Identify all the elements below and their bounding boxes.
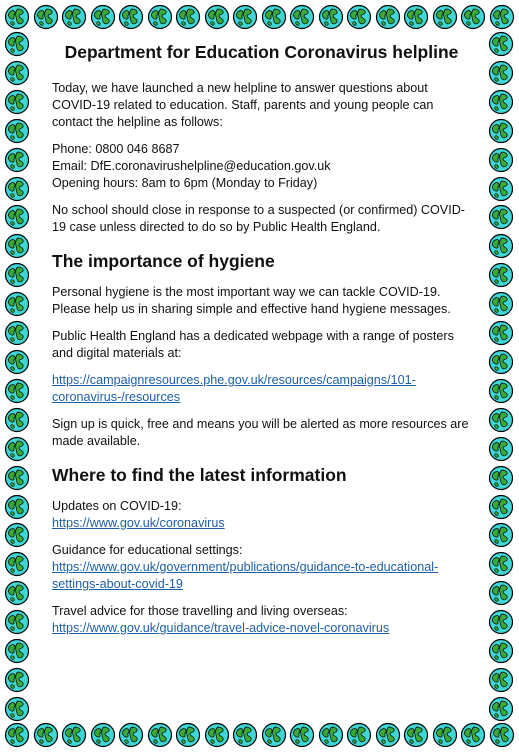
globe-icon bbox=[488, 291, 515, 317]
globe-icon bbox=[346, 4, 372, 31]
intro-paragraph: Today, we have launched a new helpline to answer questions about COVID-19 related to education. Staff, parents and young people can contact the helpline as follows: bbox=[52, 81, 434, 129]
globe-icon bbox=[61, 722, 87, 749]
globe-icon bbox=[4, 465, 31, 491]
border-left bbox=[4, 31, 31, 722]
globe-icon bbox=[33, 4, 59, 31]
globe-icon bbox=[118, 722, 144, 749]
globe-icon bbox=[4, 551, 31, 577]
globe-icon bbox=[488, 118, 515, 144]
globe-icon bbox=[4, 89, 31, 115]
globe-icon bbox=[4, 118, 31, 144]
hygiene-paragraph-1: Personal hygiene is the most important way we can tackle COVID-19. Please help us in sharing simple and effective hand hygiene messages. bbox=[52, 285, 451, 316]
flyer-content bbox=[52, 40, 471, 713]
globe-icon bbox=[4, 580, 31, 606]
globe-icon bbox=[489, 722, 515, 749]
globe-icon bbox=[346, 722, 372, 749]
globe-icon bbox=[4, 291, 31, 317]
globe-icon bbox=[488, 233, 515, 259]
globe-icon bbox=[175, 722, 201, 749]
globe-icon bbox=[432, 4, 458, 31]
contact-hours: Opening hours: 8am to 6pm (Monday to Friday) bbox=[52, 176, 318, 190]
globe-icon bbox=[488, 407, 515, 433]
globe-icon bbox=[488, 696, 515, 722]
globe-icon bbox=[204, 4, 230, 31]
globe-icon bbox=[488, 89, 515, 115]
globe-icon bbox=[460, 4, 486, 31]
globe-icon bbox=[289, 4, 315, 31]
hygiene-paragraph-3: Sign up is quick, free and means you will be alerted as more resources are made available. bbox=[52, 417, 469, 448]
educational-guidance-link[interactable]: https://www.gov.uk/government/publications/guidance-to-educational-settings-about-covid-19 bbox=[52, 560, 439, 591]
guidance-label: Guidance for educational settings: bbox=[52, 543, 243, 557]
globe-icon bbox=[4, 522, 31, 548]
border-right bbox=[488, 31, 515, 722]
globe-icon bbox=[432, 722, 458, 749]
globe-icon bbox=[488, 262, 515, 288]
globe-icon bbox=[488, 465, 515, 491]
globe-icon bbox=[403, 4, 429, 31]
globe-icon bbox=[375, 722, 401, 749]
globe-icon bbox=[488, 609, 515, 635]
globe-icon bbox=[4, 262, 31, 288]
globe-icon bbox=[488, 31, 515, 57]
globe-icon bbox=[488, 580, 515, 606]
school-notice: No school should close in response to a suspected (or confirmed) COVID-19 case unless directed to do so by Public Health England. bbox=[52, 203, 465, 234]
globe-icon bbox=[4, 494, 31, 520]
globe-icon bbox=[403, 722, 429, 749]
globe-icon bbox=[4, 667, 31, 693]
globe-icon bbox=[488, 204, 515, 230]
globe-icon bbox=[175, 4, 201, 31]
globe-icon bbox=[4, 204, 31, 230]
globe-icon bbox=[4, 233, 31, 259]
globe-icon bbox=[488, 60, 515, 86]
contact-email: Email: DfE.coronavirushelpline@education.gov.uk bbox=[52, 159, 331, 173]
phe-resources-link[interactable]: https://campaignresources.phe.gov.uk/resources/campaigns/101-coronavirus-/resources bbox=[52, 373, 416, 404]
globe-icon bbox=[488, 551, 515, 577]
globe-icon bbox=[4, 378, 31, 404]
globe-icon bbox=[261, 722, 287, 749]
globe-icon bbox=[488, 436, 515, 462]
globe-icon bbox=[489, 4, 515, 31]
globe-icon bbox=[4, 609, 31, 635]
globe-icon bbox=[90, 722, 116, 749]
globe-icon bbox=[147, 4, 173, 31]
globe-icon bbox=[4, 4, 30, 31]
globe-icon bbox=[232, 4, 258, 31]
globe-icon bbox=[488, 349, 515, 375]
page-title: Department for Education Coronavirus helpline bbox=[64, 42, 459, 62]
hygiene-paragraph-2: Public Health England has a dedicated webpage with a range of posters and digital materials at: bbox=[52, 329, 454, 360]
globe-icon bbox=[4, 147, 31, 173]
globe-icon bbox=[318, 4, 344, 31]
globe-icon bbox=[488, 522, 515, 548]
latest-info-heading: Where to find the latest information bbox=[52, 465, 347, 485]
border-bottom bbox=[4, 722, 515, 749]
globe-icon bbox=[4, 696, 31, 722]
globe-icon bbox=[375, 4, 401, 31]
travel-advice-link[interactable]: https://www.gov.uk/guidance/travel-advice-novel-coronavirus bbox=[52, 621, 390, 635]
globe-icon bbox=[232, 722, 258, 749]
globe-icon bbox=[488, 494, 515, 520]
globe-icon bbox=[147, 722, 173, 749]
travel-label: Travel advice for those travelling and living overseas: bbox=[52, 604, 348, 618]
globe-icon bbox=[488, 638, 515, 664]
globe-icon bbox=[4, 638, 31, 664]
border-top bbox=[4, 4, 515, 31]
globe-icon bbox=[4, 349, 31, 375]
globe-icon bbox=[488, 667, 515, 693]
globe-icon bbox=[488, 176, 515, 202]
coronavirus-updates-link[interactable]: https://www.gov.uk/coronavirus bbox=[52, 516, 225, 530]
updates-label: Updates on COVID-19: bbox=[52, 499, 182, 513]
globe-icon bbox=[90, 4, 116, 31]
globe-icon bbox=[488, 320, 515, 346]
globe-icon bbox=[318, 722, 344, 749]
globe-icon bbox=[4, 176, 31, 202]
hygiene-heading: The importance of hygiene bbox=[52, 251, 275, 271]
globe-icon bbox=[4, 31, 31, 57]
globe-icon bbox=[204, 722, 230, 749]
globe-icon bbox=[4, 722, 30, 749]
globe-icon bbox=[118, 4, 144, 31]
globe-icon bbox=[4, 436, 31, 462]
globe-icon bbox=[488, 378, 515, 404]
globe-icon bbox=[61, 4, 87, 31]
globe-icon bbox=[4, 320, 31, 346]
contact-details bbox=[52, 141, 471, 192]
contact-phone: Phone: 0800 046 8687 bbox=[52, 142, 180, 156]
globe-icon bbox=[488, 147, 515, 173]
globe-icon bbox=[261, 4, 287, 31]
globe-icon bbox=[33, 722, 59, 749]
globe-icon bbox=[4, 60, 31, 86]
globe-icon bbox=[289, 722, 315, 749]
globe-icon bbox=[460, 722, 486, 749]
globe-icon bbox=[4, 407, 31, 433]
